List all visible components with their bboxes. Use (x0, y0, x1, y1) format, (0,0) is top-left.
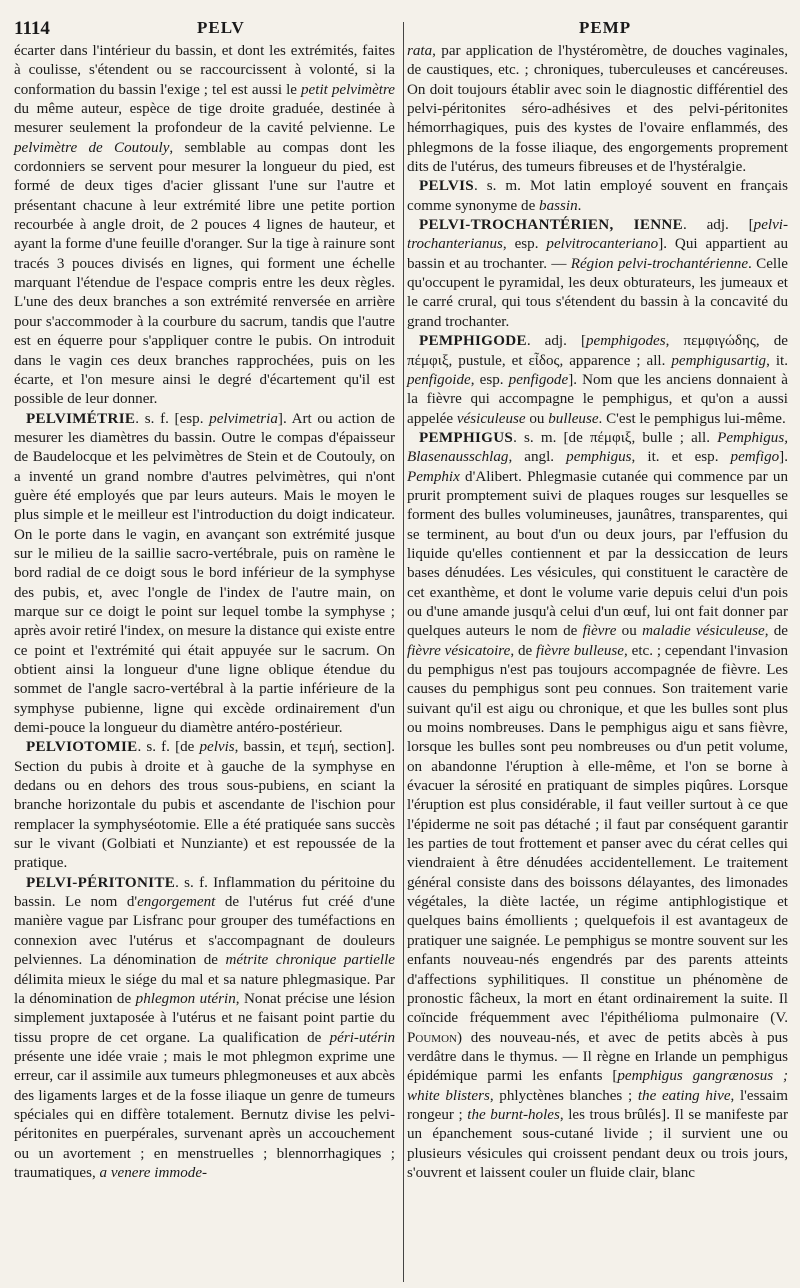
entry-text: . s. m. Mot latin employé souvent en français comme synonyme de (407, 178, 788, 214)
entry-text: . s. f. [esp. (135, 410, 210, 427)
entry-text: pemphigus (566, 449, 632, 466)
entry-text: métrite chronique partielle (225, 952, 395, 969)
entry-text: . s. f. Inflammation du péritoine du bassin. Le nom d' (14, 874, 395, 911)
entry-text: , semblable au compas dont les cordonniers se servent pour mesurer la longueur du pied, est formé de deux tiges d'acier glissant l'une sur l'autre et présentant chacune à leur extrémité libre une petite portion recourbée à angle droit, de 2 pouces 4 lignes de hauteur, et ayant la forme d'une feuille d'oranger. Sur la tige à rainure sont tracés 3 pouces divisés en lignes, qui forment une échelle marquant l'étendue de l'espace compris entre les deux règles. L'une des deux branches a son extrémité renversée en arrière pour s'accommoder à la courbure du sacrum, tandis que l'autre est en équerre pour s'appliquer contre le pubis. On introduit dans le vagin ces deux branches rapprochées, puis on les écarte, et l'on mesure ainsi le degré d'écartement qu'il est possible de leur donner. (14, 139, 395, 408)
column-rule (403, 22, 404, 1282)
entry-text: présente une idée vraie ; mais le mot phlegmon exprime une erreur, car il assimile aux tumeurs phlegmoneuses et aux abcès des ligaments larges et de la fosse iliaque un genre de tumeurs spéciales qui en diffère totalement. Bernutz divise les pelvi-péritonites en puerpérales, survenant après un accouchement ou un avortement ; en menstruelles ; blennorrhagiques ; traumatiques, (14, 1048, 395, 1181)
entry-text: pelvi-trochanterianus (407, 217, 789, 253)
entry-text: petit pelvimètre (301, 81, 395, 98)
right-column (407, 42, 788, 1183)
dictionary-entry (407, 332, 788, 429)
dictionary-entry (14, 738, 395, 873)
entry-text: pelvimetria (209, 410, 278, 427)
entry-text: ]. Qui appartient au bassin et au trochanter. — (407, 236, 788, 272)
entry-text: Pemphix (407, 468, 460, 485)
entry-text: pelvis (199, 739, 235, 756)
running-head-right: PEMP (579, 18, 632, 37)
entry-text: pemphigusartig (671, 352, 767, 369)
entry-text: the burnt-holes (467, 1106, 560, 1123)
entry-text: ) des nouveau-nés, et avec de petits abcès à pus verdâtre dans le thymus. — Il règne en Irlande un pemphigus épidémique parmi les enfants [ (407, 1029, 788, 1085)
entry-text: , it. et esp. (631, 449, 731, 466)
entry-text: , de (764, 623, 788, 640)
entry-text: fièvre (582, 623, 617, 640)
entry-text: délimita mieux le siége du mal et sa nature phlegmasique. Par la dénomination de (14, 971, 395, 1007)
entry-text: , esp. (502, 236, 547, 253)
entry-text: . C'est le pemphigus lui-même. (598, 410, 786, 427)
entry-text: . adj. [ (526, 333, 586, 350)
headword: PELVI-PÉRITONITE (26, 874, 176, 891)
entry-text: ]. Art ou action de mesurer les diamètres du bassin. Outre le compas d'épaisseur de Baudelocque et les pelvimètres de Stein et de Coutouly, on a inventé un grand nombre d'autres pelvimètres, qui n'ont guère été employés que par leurs auteurs. Mais le moyen le plus simple et le meilleur est l'introduction du doigt indicateur. On le porte dans le vagin, en avançant son extrémité jusque sur le milieu de la saillie sacro-vertébrale, puis on ramène le bord radial de ce doigt sous le bord inférieur de la symphyse des pubis, et, avec l'ongle de l'index de l'autre main, on marque sur ce doigt le point sur lequel tombe la symphyse ; après avoir retiré l'index, on mesure la distance qui existe entre ce point et l'extrémité qui était appuyée sur le sacrum. On obtient ainsi la longueur d'une ligne oblique étendue du sommet de l'angle sacro-vertébral à la partie inférieure de la symphyse pubienne, ligne qui excède ordinairement d'un demi-pouce la longueur du diamètre antéro-postérieur. (14, 410, 395, 737)
headword: PELVIMÉTRIE (26, 410, 136, 427)
entry-text: pemphigus gangrænosus ; white blisters (407, 1068, 789, 1104)
entry-text: , les trous brûlés]. Il se manifeste par un épanchement sous-cutané livide ; il survient une ou plusieurs vésicules qui croissent pendant deux ou trois jours, s'ouvrent et laissent couler un fluide clair, blanc (407, 1106, 788, 1181)
headword: PELVI-TROCHANTÉRIEN, IENNE (419, 217, 683, 234)
entry-text: a venere immode- (99, 1164, 208, 1181)
entry-text: ou (616, 623, 643, 640)
running-head-left: PELV (197, 18, 245, 37)
entry-text: péri-utérin (329, 1029, 395, 1046)
entry-text: rata (407, 43, 433, 59)
entry-text: engorgement (137, 894, 216, 911)
headword: PEMPHIGUS (419, 429, 514, 446)
entry-text: , πεμφιγώδης, de πέμφιξ, pustule, et εἶδος, apparence ; all. (407, 333, 788, 369)
continued-paragraph (14, 42, 395, 410)
entry-text: ]. Nom que les anciens donnaient à la fièvre qui accompagne le pemphigus, et qu'on a aussi appelée (407, 371, 788, 427)
headword: PELVIS (419, 178, 474, 195)
entry-text: , Nonat précise une lésion simplement juxtaposée à l'utérus et ne faisant point partie du tissu propre de cet organe. La qualification de (14, 990, 396, 1046)
entry-text: ou (525, 410, 549, 427)
dictionary-entry (14, 874, 395, 1184)
entry-text: écarter dans l'intérieur du bassin, et dont les extrémités, faites à coulisse, s'étendent ou se raccourcissent à volonté, si la conformation du bassin l'exige ; tel est aussi le (14, 43, 395, 98)
entry-text: Poumon (407, 1029, 457, 1046)
entry-text: d'Alibert. Phlegmasie cutanée qui commence par un prurit promptement suivi de plaques rouges sur lesquelles se forment des bulles volumineuses, jaunâtres, transparentes, qui se terminent, au bout d'un ou deux jours, par l'effusion du liquide qu'elles contiennent et par la dessiccation de leurs bases dénudées. Les vésicules, qui constituent le caractère de cet exanthème, et dont le volume varie depuis celui d'un pois ou d'une amande jusqu'à celui d'un œuf, lui ont fait donner par quelques auteurs le nom de (407, 468, 788, 640)
entry-text: pelvimètre de Coutouly (14, 139, 170, 156)
entry-text: penfigode (508, 371, 569, 388)
entry-text: . adj. [ (683, 217, 754, 234)
entry-text: . s. f. [de (137, 739, 200, 756)
entry-text: . s. m. [de πέμφιξ, bulle ; all. (513, 429, 718, 446)
entry-text: vésiculeuse (456, 410, 526, 427)
left-column (14, 42, 395, 1183)
entry-text: de l'utérus fut créé d'une manière vague par Lisfranc pour grouper des tuméfactions en connexion avec l'utérus et s'accompagnant de douleurs pelviennes. La dénomination de (14, 894, 395, 969)
entry-text: pemphigodes (585, 333, 666, 350)
entry-text: ]. (779, 449, 788, 466)
headword: PEMPHIGODE (419, 333, 527, 350)
entry-text: , esp. (470, 371, 509, 388)
entry-text: , angl. (508, 449, 567, 466)
entry-text: . (577, 197, 582, 214)
dictionary-entry (14, 410, 395, 739)
entry-text: the eating hive (637, 1087, 731, 1104)
dictionary-entry (407, 177, 788, 216)
entry-text: penfigoide (407, 371, 471, 388)
entry-text: , de (510, 642, 537, 659)
entry-text: , phlyctènes blanches ; (489, 1087, 638, 1104)
entry-text: pelvitrocanteriano (546, 236, 659, 253)
entry-text: , etc. ; cependant l'invasion du pemphigus n'est pas toujours accompagnée de fièvre. Les causes du pemphigus sont peu connues. Son traitement varie suivant qu'il est aigu ou chronique, et que les bulles sont plus ou moins nombreuses. Dans le pemphigus aigu et sans fièvre, lorsque les bulles sont peu nombreuses ou d'un petit volume, on abandonne l'éruption à elle-même, et l'on se borne à évacuer la sérosité en pratiquant de simples piqûres. Lorsque l'éruption est plus considérable, il faut veiller surtout à ce que l'épiderme ne soit pas détaché ; il faut par conséquent garantir les parties de tout frottement et panser avec du cérat celles qui viendraient à être dénudées accidentellement. Le traitement général consiste dans des boissons délayantes, des limonades végétales, la diète lactée, un régime antiphlogistique et quelques bains émollients ; quelquefois il est avantageux de pratiquer une saignée. Le pemphigus se montre souvent sur les enfants nouveau-nés engendrés par des parents atteints d'affections syphilitiques. Il constitue un phénomène de pronostic fâcheux, la mort en étant ordinairement la suite. Il coïncide fréquemment avec l'épithélioma pulmonaire (V. (407, 642, 788, 1027)
page-header (14, 14, 788, 40)
entry-text: fièvre vésicatoire (407, 642, 511, 659)
page-number: 1114 (14, 18, 50, 39)
entry-text: , l'essaim rongeur ; (407, 1087, 788, 1123)
continued-paragraph (407, 42, 788, 177)
entry-text: , bassin, et τεμή, section]. Section du pubis à droite et à gauche de la symphyse en dedans ou en dehors des trous sous-pubiens, en sciant la branche horizontale du pubis et ascendante de l'ischion pour remplacer la symphyséotomie. Elle a été pratiquée sans succès sur le vivant (Golbiati et Nunziante) et est repoussée de la pratique. (14, 739, 395, 872)
dictionary-entry (407, 216, 788, 332)
headword: PELVIOTOMIE (26, 739, 138, 756)
entry-text: , par application de l'hystéromètre, de douches vaginales, de caustiques, etc. ; chroniques, tuberculeuses et cancéreuses. On doit toujours établir avec soin le diagnostic différentiel des pelvi-péritonites séro-adhésives et des pelvi-péritonites hémorrhagiques, puis des kystes de l'ovaire enflammés, des phlegmons de la fosse iliaque, des engorgements proprement dits de l'utérus, des tumeurs fibreuses et de l'hystéralgie. (407, 43, 788, 176)
entry-text: du même auteur, espèce de tige droite graduée, destinée à mesurer seulement la profondeur de la cavité pelvienne. Le (14, 101, 395, 137)
entry-text: phlegmon utérin (135, 990, 236, 1007)
entry-text: maladie vésiculeuse (642, 623, 765, 640)
entry-text: fièvre bulleuse (536, 642, 624, 659)
entry-text: Région pelvi-trochantérienne (570, 255, 749, 272)
entry-text: pemfigo (730, 449, 780, 466)
dictionary-entry (407, 429, 788, 1183)
entry-text: Pemphigus, Blasenausschlag (407, 429, 788, 466)
entry-text: bassin (539, 197, 578, 214)
text-columns (14, 42, 788, 1183)
entry-text: bulleuse (548, 410, 599, 427)
entry-text: , it. (766, 352, 788, 369)
entry-text: . Celle qu'occupent le pyramidal, les deux obturateurs, les jumeaux et le carré crural, qui tous s'étendent du bassin à la concavité du grand trochanter. (407, 255, 789, 330)
